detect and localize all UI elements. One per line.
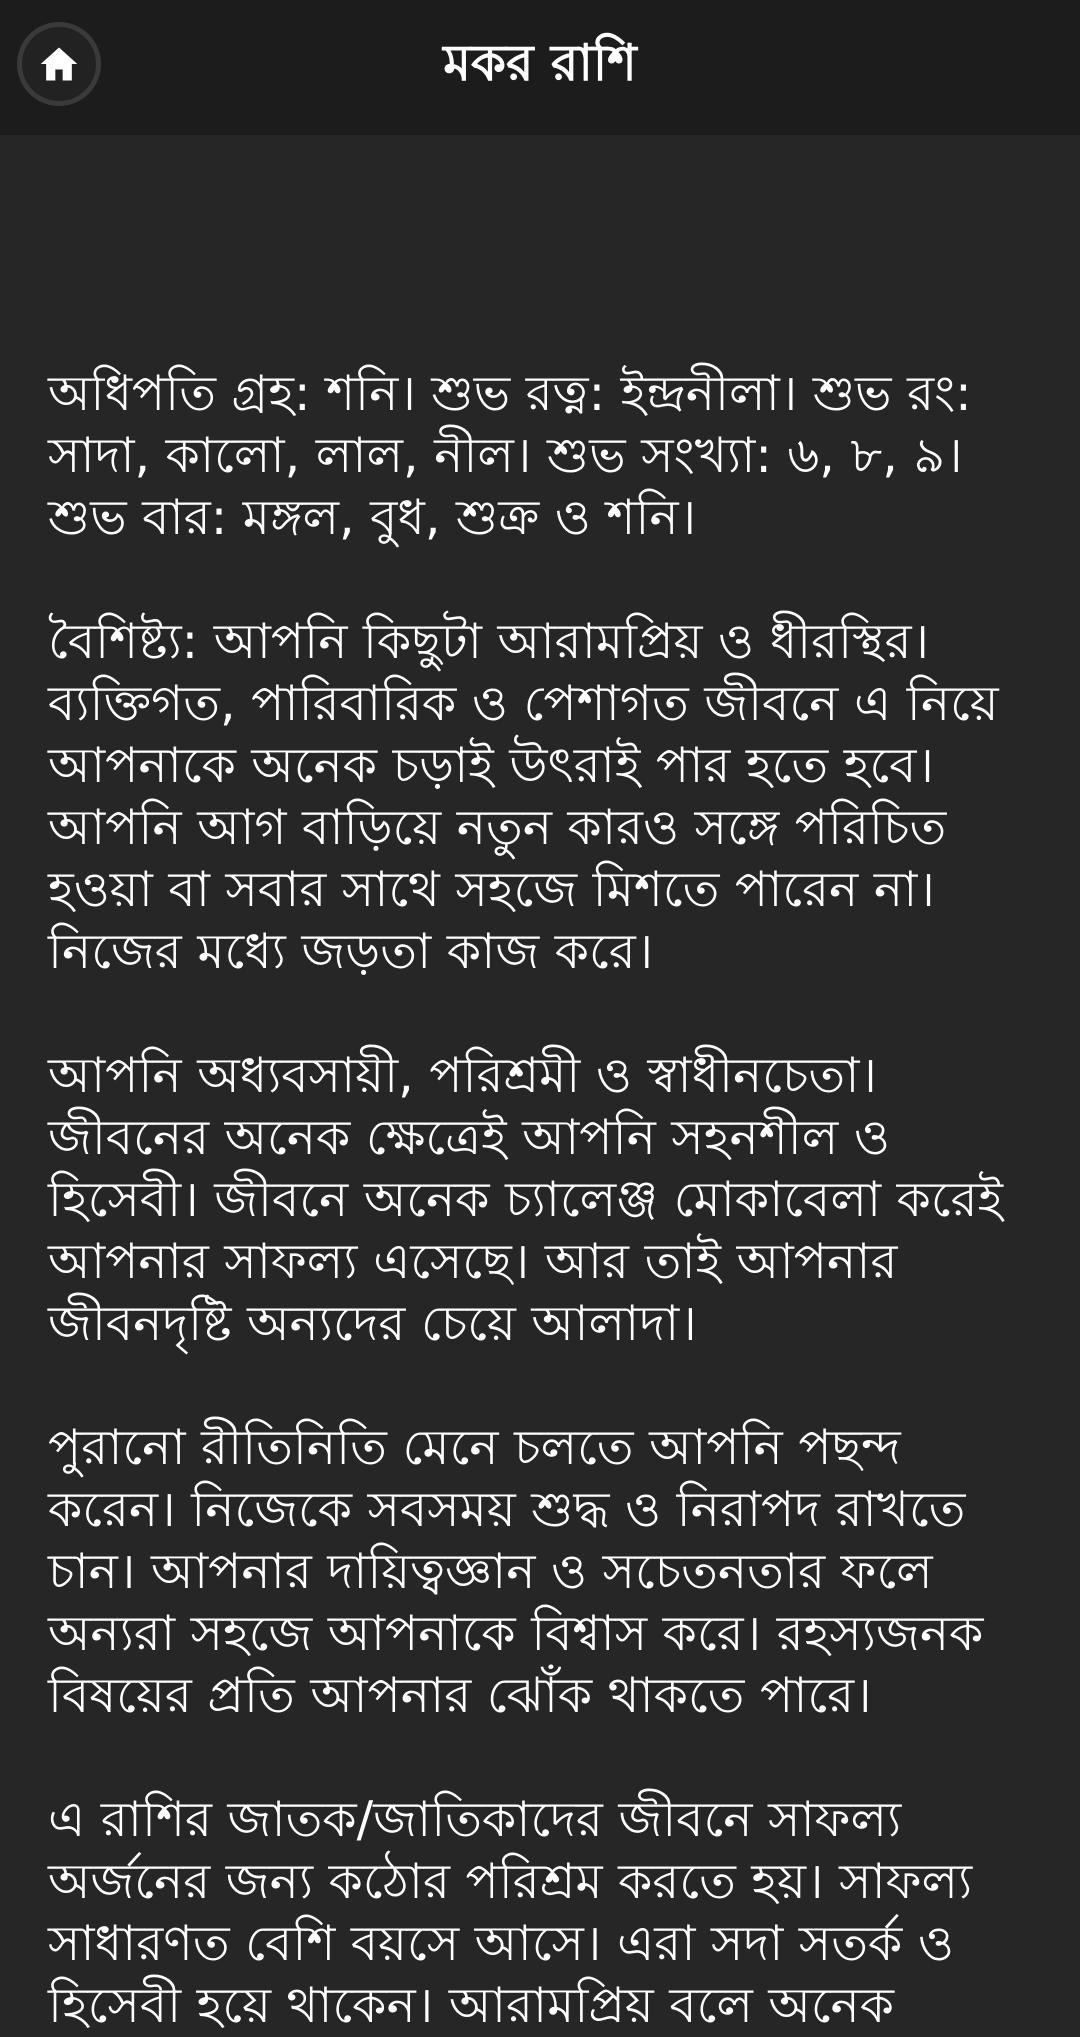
page-title: মকর রাশি xyxy=(443,34,637,92)
paragraph-perseverance: আপনি অধ্যবসায়ী, পরিশ্রমী ও স্বাধীনচেতা। জীবনের অনেক ক্ষেত্রেই আপনি সহনশীল ও হিসেবী। জীবনে অনেক চ্যালেঞ্জ মোকাবেলা করেই আপনার সাফল্য এসেছে। আর তাই আপনার জীবনদৃষ্টি অন্যদের চেয়ে আলাদা। xyxy=(48,1047,1004,1352)
paragraph-characteristics: বৈশিষ্ট্য: আপনি কিছুটা আরামপ্রিয় ও ধীরস্থির। ব্যক্তিগত, পারিবারিক ও পেশাগত জীবনে এ নিয়ে আপনাকে অনেক চড়াই উৎরাই পার হতে হবে। আপনি আগ বাড়িয়ে নতুন কারও সঙ্গে পরিচিত হওয়া বা সবার সাথে সহজে মিশতে পারেন না। নিজের মধ্যে জড়তা কাজ করে। xyxy=(48,613,999,980)
app-bar xyxy=(0,0,1080,135)
paragraph-traditions: পুরানো রীতিনিতি মেনে চলতে আপনি পছন্দ করেন। নিজেকে সবসময় শুদ্ধ ও নিরাপদ রাখতে চান। আপনার দায়িত্বজ্ঞান ও সচেতনতার ফলে অন্যরা সহজে আপনাকে বিশ্বাস করে। রহস্যজনক বিষয়ের প্রতি আপনার ঝোঁক থাকতে পারে। xyxy=(48,1419,984,1724)
horoscope-content xyxy=(0,135,1080,2037)
paragraph-ruling-planet: অধিপতি গ্রহ: শনি। শুভ রত্ন: ইন্দ্রনীলা। শুভ রং: সাদা, কালো, লাল, নীল। শুভ সংখ্যা: ৬, ৮, ৯। শুভ বার: মঙ্গল, বুধ, শুক্র ও শনি। xyxy=(48,365,972,546)
paragraph-success: এ রাশির জাতক/জাতিকাদের জীবনে সাফল্য অর্জনের জন্য কঠোর পরিশ্রম করতে হয়। সাফল্য সাধারণত বেশি বয়সে আসে। এরা সদা সতর্ক ও হিসেবী হয়ে থাকেন। আরামপ্রিয় বলে অনেক xyxy=(48,1791,973,2034)
